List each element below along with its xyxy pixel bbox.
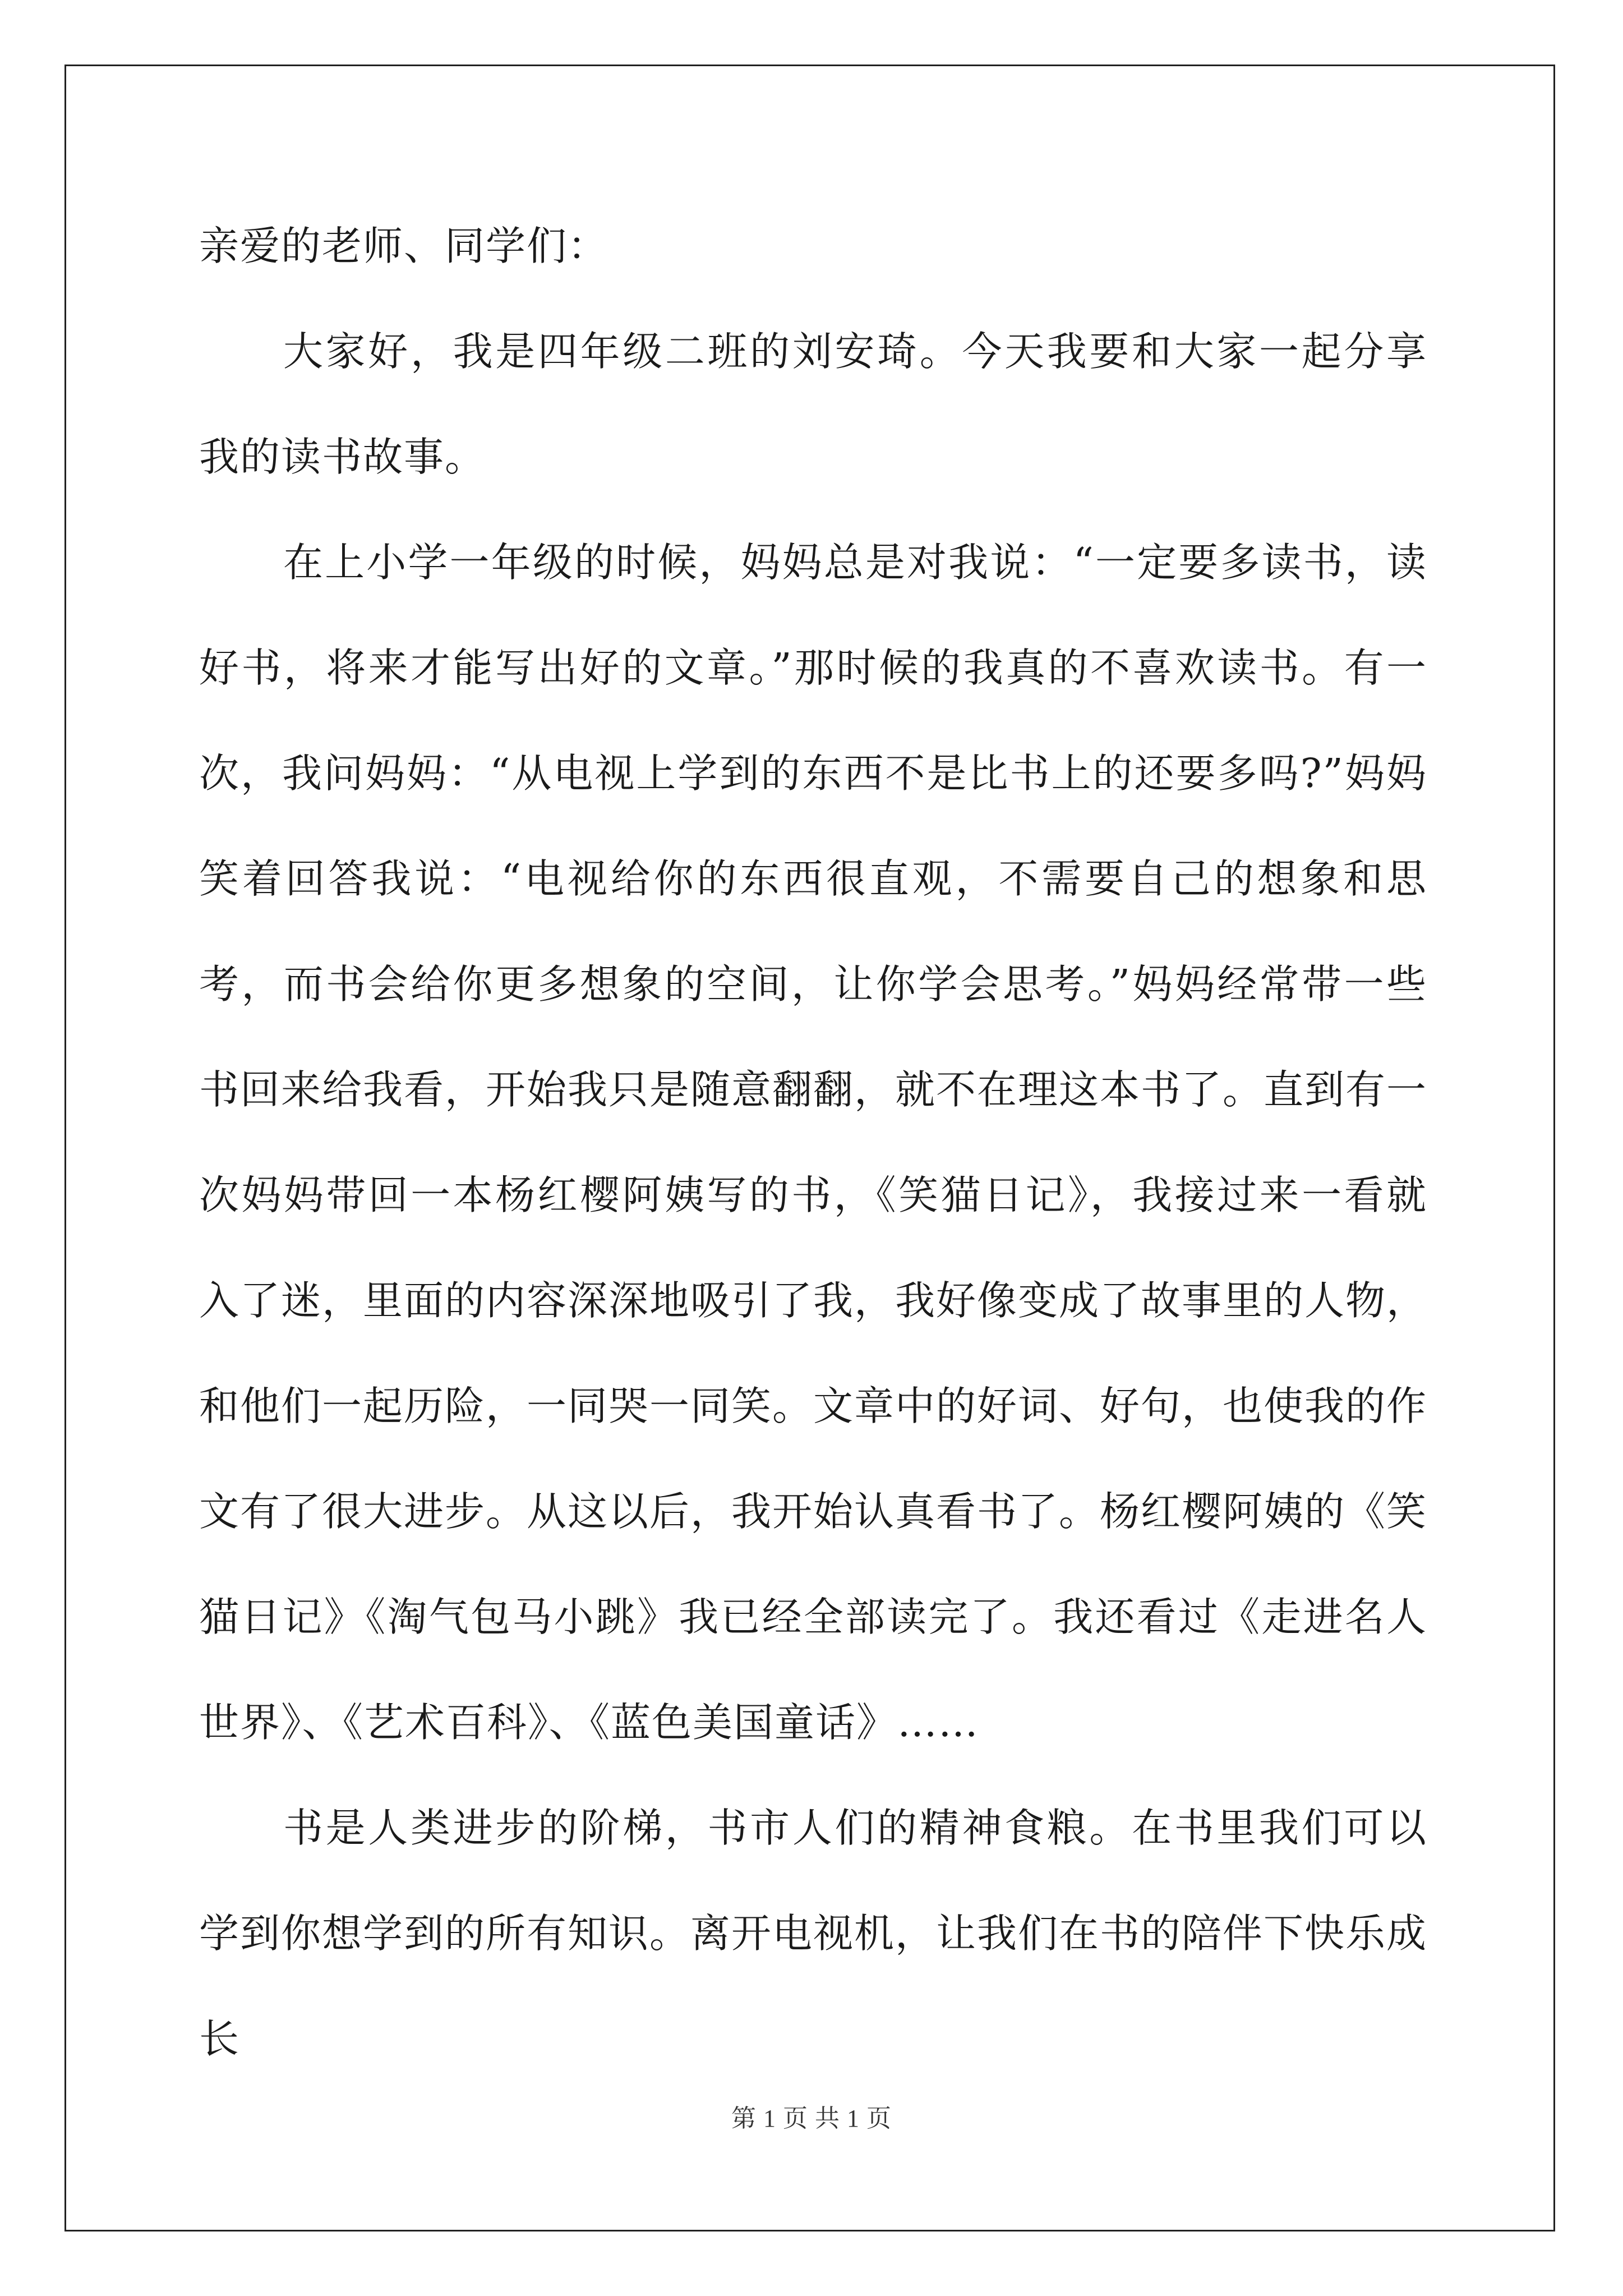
paragraph-conclusion: 书是人类进步的阶梯，书市人们的精神食粮。在书里我们可以学到你想学到的所有知识。离开电视机，让我们在书的陪伴下快乐成长 — [199, 1805, 1428, 2062]
document-body — [199, 194, 1427, 2092]
salutation: 亲爱的老师、同学们： — [199, 223, 609, 269]
paragraph-story: 在上小学一年级的时候，妈妈总是对我说：“一定要多读书，读好书，将来才能写出好的文章。”那时候的我真的不喜欢读书。有一次，我问妈妈：“从电视上学到的东西不是比书上的还要多吗?”妈妈笑着回答我说：“电视给你的东西很直观，不需要自己的想象和思考，而书会给你更多想象的空间，让你学会思考。”妈妈经常带一些书回来给我看，开始我只是随意翻翻，就不在理这本书了。直到有一次妈妈带回一本杨红樱阿姨写的书，《笑猫日记》，我接过来一看就入了迷，里面的内容深深地吸引了我，我好像变成了故事里的人物，和他们一起历险，一同哭一同笑。文章中的好词、好句，也使我的作文有了很大进步。从这以后，我开始认真看书了。杨红樱阿姨的《笑猫日记》《淘气包马小跳》我已经全部读完了。我还看过《走进名人世界》、《艺术百科》、《蓝色美国童话》…… — [199, 539, 1428, 1746]
paragraph-intro: 大家好，我是四年级二班的刘安琦。今天我要和大家一起分享我的读书故事。 — [199, 328, 1427, 480]
page-number-footer: 第 1 页 共 1 页 — [731, 2105, 892, 2132]
